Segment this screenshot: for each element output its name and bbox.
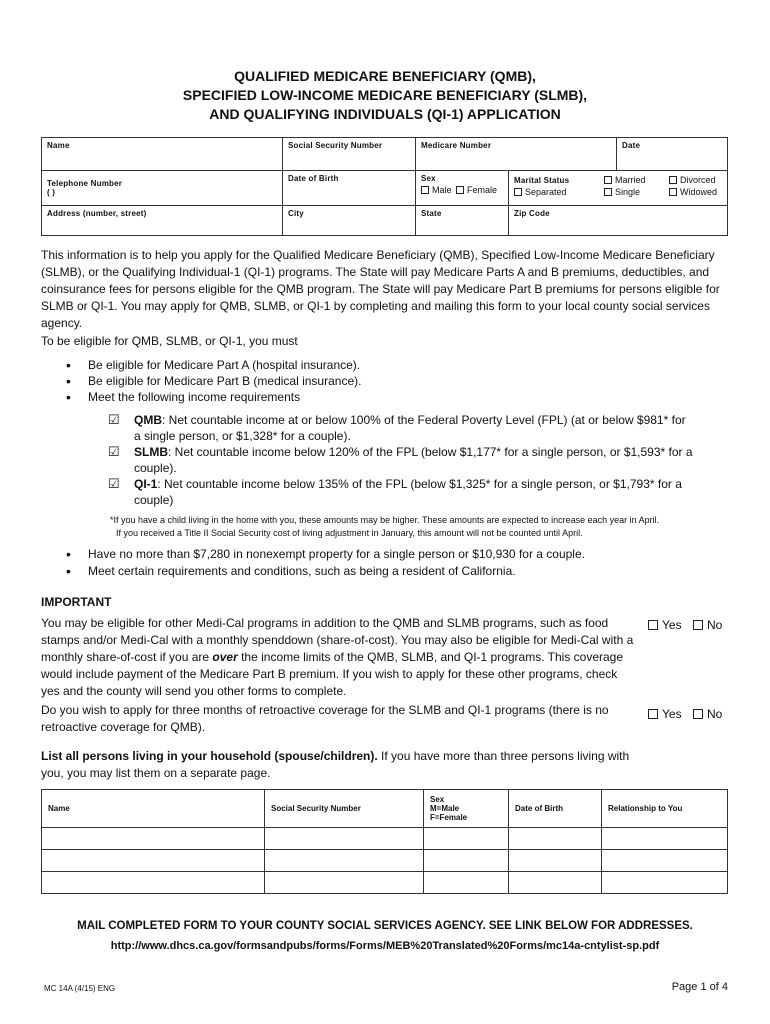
slmb-requirement: ☑ SLMB: Net countable income below 120% of the FPL (below $1,177* for a single person, or $1,593* for a couple). [108, 444, 693, 475]
checkbox-icon [693, 709, 703, 719]
retroactive-question: Do you wish to apply for three months of retroactive coverage for the SLMB and QI-1 programs (there is no retroactive coverage for QMB). [41, 703, 609, 734]
col-dob: Date of Birth [509, 790, 602, 828]
bullet-item: • Be eligible for Medicare Part B (medical insurance). [66, 373, 362, 389]
eligibility-lead: To be eligible for QMB, SLMB, or QI-1, you must [41, 334, 298, 348]
widowed-checkbox[interactable] [669, 188, 677, 196]
form-title-line2: SPECIFIED LOW-INCOME MEDICARE BENEFICIARY (SLMB), [182, 87, 588, 103]
table-header-row [42, 790, 728, 828]
medicare-number-field[interactable]: Medicare Number [416, 138, 617, 171]
dob-field[interactable]: Date of Birth [283, 171, 416, 206]
checkmark-icon: ☑ [108, 444, 120, 459]
q2-yes-option[interactable]: Yes [648, 707, 682, 721]
state-field[interactable]: State [416, 206, 509, 236]
bullet-item: • Be eligible for Medicare Part A (hospital insurance). [66, 357, 361, 373]
qi1-requirement: ☑ QI-1: Net countable income below 135% of the FPL (below $1,325* for a single person, or $1,793* for a couple) [108, 476, 682, 507]
applicant-info-table [41, 137, 728, 236]
other-programs-question: You may be eligible for other Medi-Cal programs in addition to the QMB and SLMB programs, such as food stamps and/or Medi-Cal with a monthly spenddown (share-of-cost). You may also be eligible for Medi-Cal with a monthly share-of-cost if you are over the income limits of the QMB, SLMB, and QI-1 programs. This coverage would include payment of the Medicare Part B premium. If you wish to apply for these other programs, check yes and the county will send you other forms to complete. [41, 616, 634, 698]
intro-paragraph: This information is to help you apply for the Qualified Medicare Beneficiary (QMB), Specified Low-Income Medicare Beneficiary (SLMB), or the Qualifying Individual-1 (QI-1) programs. The State will pay Medicare Parts A and B premiums, deductibles, and coinsurance fees for persons eligible for the QMB program. The State will pay Medicare Part B premiums for persons eligible for SLMB or QI-1. You may apply for QMB, SLMB, or QI-1 by completing and mailing this form to your local county social services agency. [41, 248, 720, 330]
male-checkbox[interactable] [421, 186, 429, 194]
table-row[interactable] [42, 872, 728, 894]
bullet-item: • Meet certain requirements and conditions, such as being a resident of California. [66, 563, 516, 579]
sex-field: Sex Male Female [416, 171, 509, 206]
checkbox-icon [648, 709, 658, 719]
marital-status-field: Marital Status Separated Married Single Divorced Widowed [509, 171, 728, 206]
q2-no-option[interactable]: No [693, 707, 722, 721]
checkmark-icon: ☑ [108, 476, 120, 491]
form-title-line3: AND QUALIFYING INDIVIDUALS (QI-1) APPLICATION [209, 106, 561, 122]
female-checkbox[interactable] [456, 186, 464, 194]
mail-instructions: MAIL COMPLETED FORM TO YOUR COUNTY SOCIAL SERVICES AGENCY. SEE LINK BELOW FOR ADDRESSES. [77, 920, 693, 932]
page-number: Page 1 of 4 [671, 981, 728, 993]
ssn-field[interactable]: Social Security Number [283, 138, 416, 171]
address-field[interactable]: Address (number, street) [42, 206, 283, 236]
household-table [41, 789, 728, 894]
city-field[interactable]: City [283, 206, 416, 236]
col-relationship: Relationship to You [602, 790, 728, 828]
checkbox-icon [693, 620, 703, 630]
form-id: MC 14A (4/15) ENG [44, 984, 116, 993]
name-field[interactable]: Name [42, 138, 283, 171]
separated-checkbox[interactable] [514, 188, 522, 196]
telephone-field[interactable]: Telephone Number ( ) [42, 171, 283, 206]
form-title-line1: QUALIFIED MEDICARE BENEFICIARY (QMB), [234, 68, 536, 84]
married-checkbox[interactable] [604, 176, 612, 184]
zip-field[interactable]: Zip Code [509, 206, 728, 236]
divorced-checkbox[interactable] [669, 176, 677, 184]
checkbox-icon [648, 620, 658, 630]
important-heading: IMPORTANT [41, 595, 112, 609]
qmb-requirement: ☑ QMB: Net countable income at or below 100% of the Federal Poverty Level (FPL) (at or below $981* for a single person, or $1,328* for a couple). [108, 412, 686, 443]
footnote-2: If you received a Title II Social Security cost of living adjustment in January, this amount will not be counted until April. [116, 528, 583, 538]
q1-yes-option[interactable]: Yes [648, 618, 682, 632]
checkmark-icon: ☑ [108, 412, 120, 427]
col-ssn: Social Security Number [265, 790, 424, 828]
q1-no-option[interactable]: No [693, 618, 722, 632]
bullet-item: • Have no more than $7,280 in nonexempt property for a single person or $10,930 for a couple. [66, 546, 585, 562]
single-checkbox[interactable] [604, 188, 612, 196]
bullet-item: • Meet the following income requirements [66, 389, 301, 405]
table-row[interactable] [42, 850, 728, 872]
household-instructions: List all persons living in your household (spouse/children). If you have more than three persons living with you, you may list them on a separate page. [41, 749, 630, 780]
footnote-1: *If you have a child living in the home with you, these amounts may be higher. These amounts are expected to increase each year in April. [110, 515, 660, 525]
col-name: Name [42, 790, 265, 828]
county-list-link[interactable]: http://www.dhcs.ca.gov/formsandpubs/forms/Forms/MEB%20Translated%20Forms/mc14a-cntylist-sp.pdf [110, 940, 660, 952]
col-sex: Sex M=Male F=Female [424, 790, 509, 828]
table-row[interactable] [42, 828, 728, 850]
date-field[interactable]: Date [617, 138, 728, 171]
